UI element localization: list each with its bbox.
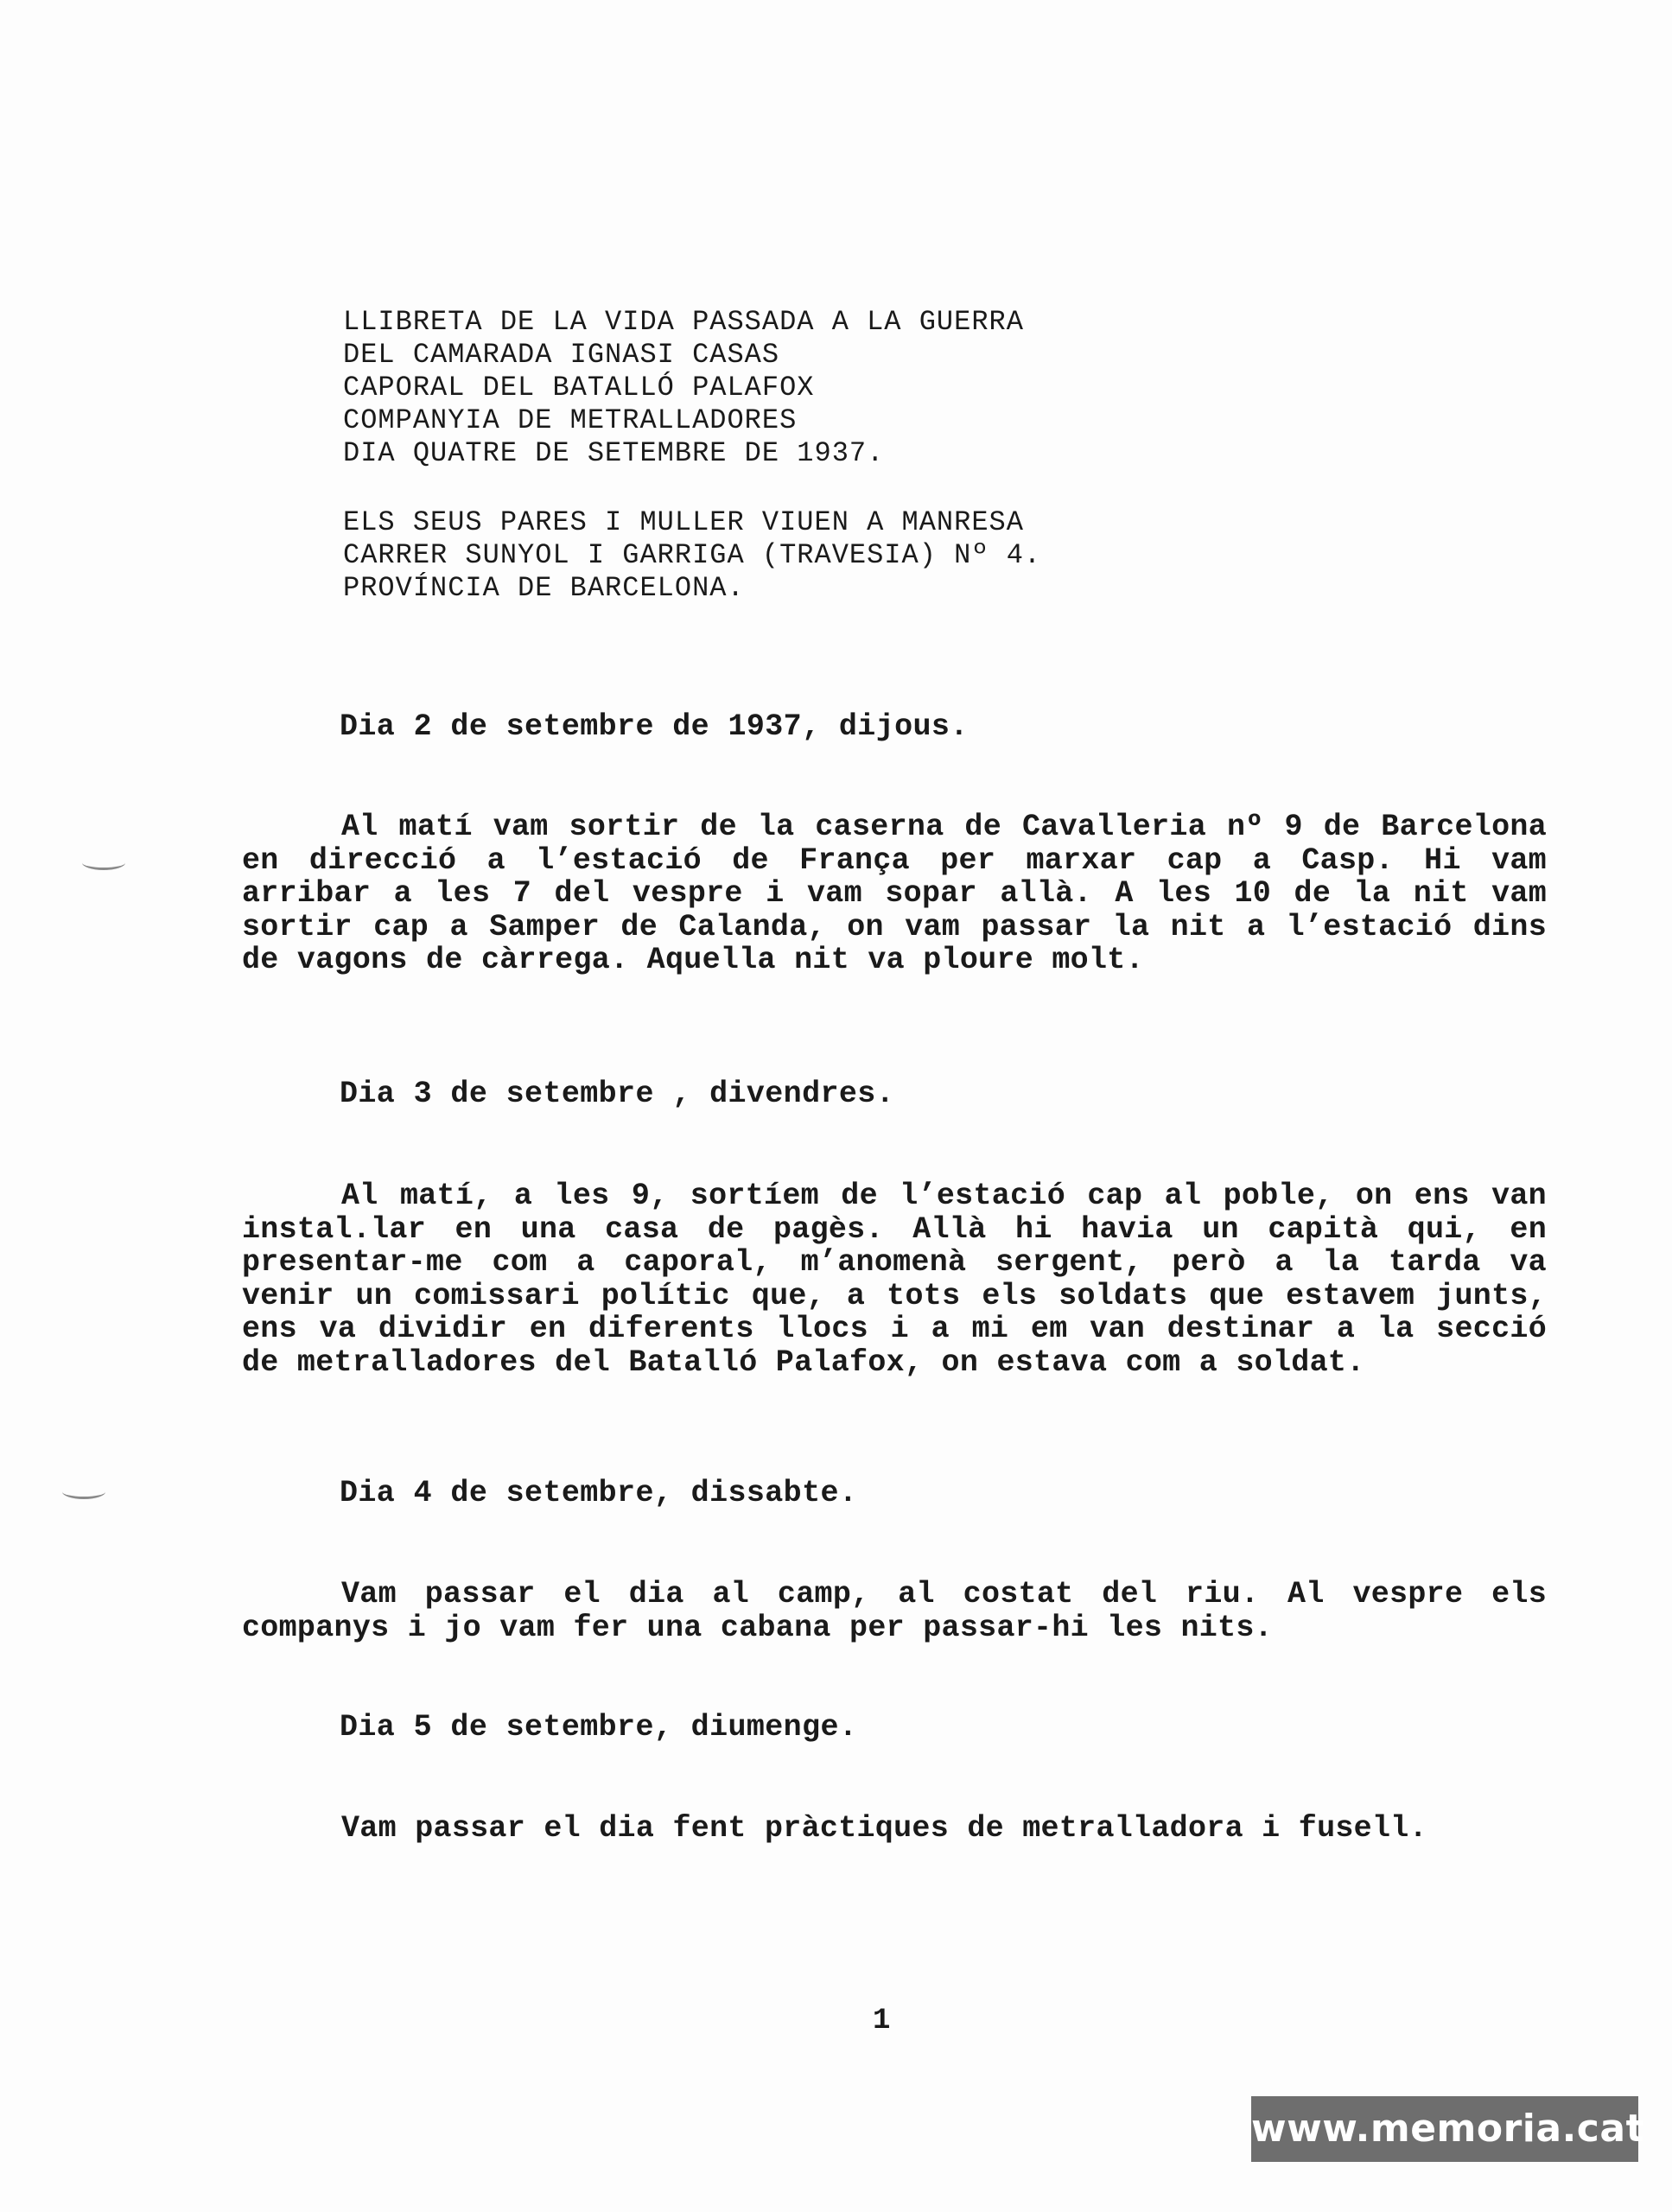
header-line-1: LLIBRETA DE LA VIDA PASSADA A LA GUERRA xyxy=(343,306,1024,338)
address-line-1: ELS SEUS PARES I MULLER VIUEN A MANRESA xyxy=(343,506,1024,538)
page-number: 1 xyxy=(873,2005,891,2037)
address-line-2: CARRER SUNYOL I GARRIGA (TRAVESIA) Nº 4. xyxy=(343,539,1042,571)
margin-mark xyxy=(62,1484,105,1499)
header-line-4: COMPANYIA DE METRALLADORES xyxy=(343,404,798,436)
header-line-3: CAPORAL DEL BATALLÓ PALAFOX xyxy=(343,372,815,404)
margin-mark xyxy=(82,855,125,870)
address-line-3: PROVÍNCIA DE BARCELONA. xyxy=(343,572,745,604)
entry-date: Dia 5 de setembre, diumenge. xyxy=(340,1710,858,1745)
watermark-badge: www.memoria.cat xyxy=(1251,2096,1638,2162)
entry-date: Dia 4 de setembre, dissabte. xyxy=(340,1476,858,1510)
entry-text: Vam passar el dia fent pràctiques de metralladora i fusell. xyxy=(341,1811,1427,1846)
entry-text: Al matí vam sortir de la caserna de Cavalleria nº 9 de Barcelona en direcció a l’estació de França per marxar cap a Casp. Hi vam arribar a les 7 del vespre i vam sopar allà. A les 10 de la nit vam sortir cap a Samper de Calanda, on vam passar la nit a l’estació dins de vagons de càrrega. Aquella nit va ploure molt. xyxy=(242,810,1547,977)
header-line-5: DIA QUATRE DE SETEMBRE DE 1937. xyxy=(343,437,885,469)
header-line-2: DEL CAMARADA IGNASI CASAS xyxy=(343,339,780,371)
entry-date: Dia 3 de setembre , divendres. xyxy=(340,1077,895,1111)
entry-date: Dia 2 de setembre de 1937, dijous. xyxy=(340,709,969,744)
entry-text: Al matí, a les 9, sortíem de l’estació cap al poble, on ens van instal.lar en una casa de pagès. Allà hi havia un capità qui, en presentar-me com a caporal, m’anomenà sergent, però a la tarda va venir un comissari polític que, a tots els soldats que estavem junts, ens va dividir en diferents llocs i a mi em van destinar a la secció de metralladores del Batalló Palafox, on estava com a soldat. xyxy=(242,1179,1547,1380)
entry-text: Vam passar el dia al camp, al costat del riu. Al vespre els companys i jo vam fer una cabana per passar-hi les nits. xyxy=(242,1577,1547,1645)
